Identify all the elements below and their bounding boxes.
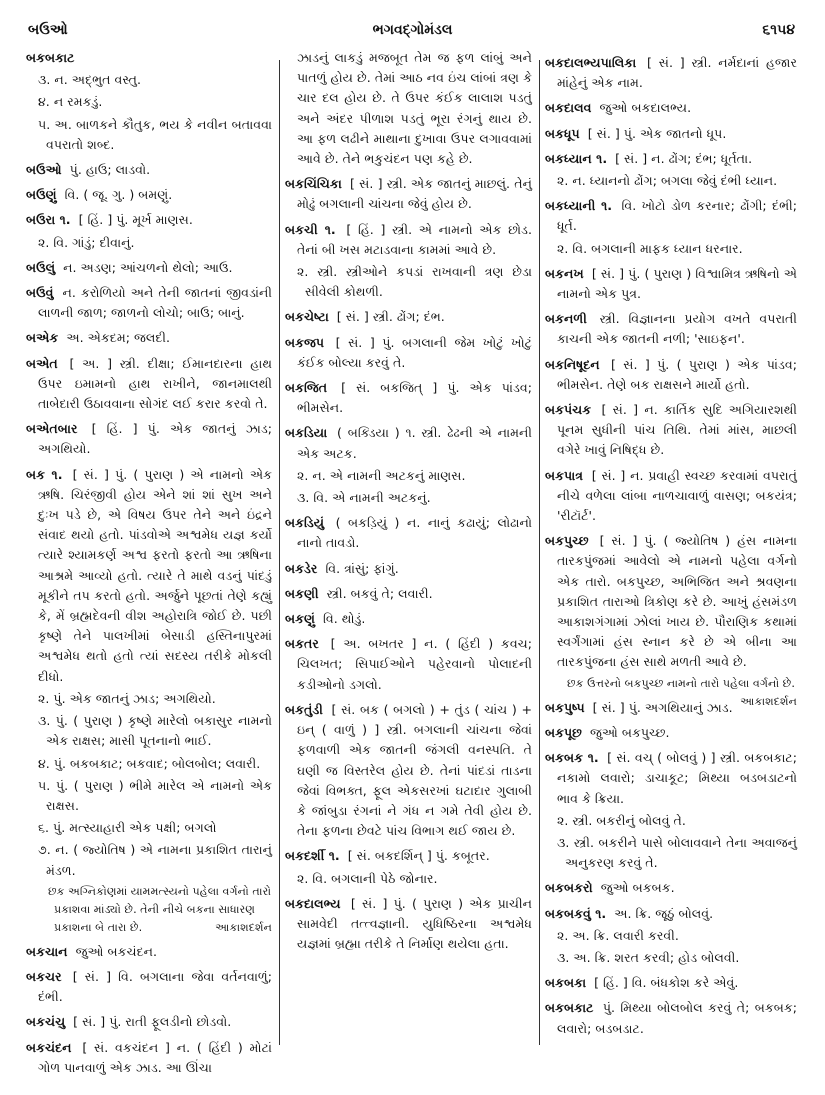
headword: બકણું: [285, 611, 315, 627]
citation-quote: [26, 883, 272, 937]
dictionary-entry: [545, 124, 797, 144]
definition: [ સં. ] ન. કાર્તિક સુદિ અગિયારશથી પૂનમ સુધીની પાંચ તિથિ. તેમાં માંસ, માછલી વગેરે ખાવું નિષિદ્ધ છે.: [557, 402, 797, 458]
entry-sense: ૩. ન. અદ્ભુત વસ્તુ.: [38, 72, 141, 88]
definition: [ અ. બખતર ] ન. ( હિંદી ) કવચ; ચિલખત; સિપાઈઓને પહેરવાનો પોલાદની કડીઓનો ડગલો.: [297, 636, 532, 692]
definition: [ હિં. ] સ્ત્રી. એ નામનો એક છોડ. તેનાં બી ખસ મટાડવાના કામમાં આવે છે.: [297, 221, 532, 257]
dictionary-entry: [285, 894, 532, 955]
headword: બકચેષ્ટા: [285, 309, 329, 325]
definition: અ. એકદમ; જલદી.: [66, 330, 171, 346]
entry-sense: ૨. વિ. બગલાની પેઠે જોનાર.: [297, 870, 438, 886]
definition: ( બક્ડિયા ) ૧. સ્ત્રી. ઢેઢની એ નામની એક અટક.: [297, 425, 532, 461]
dictionary-entry: [545, 998, 797, 1038]
dictionary-entry: [545, 904, 797, 924]
headword: બકપૂછ: [545, 724, 582, 740]
headword: બકધ્યાન ૧.: [545, 150, 608, 166]
dictionary-entry: [545, 149, 797, 169]
dictionary-entry: [285, 559, 532, 579]
dictionary-entry: [26, 465, 272, 687]
dictionary-entry: [285, 634, 532, 695]
definition: [ હિં. ] પું. એક જાતનું ઝાડ; અગથિયો.: [38, 421, 272, 457]
dictionary-entry: [285, 700, 532, 841]
definition: જુઓ બકપુચ્છ.: [589, 724, 670, 740]
headword: બકડિયા: [285, 425, 328, 441]
entry-sense: ૩. સ્ત્રી. બકરીને પાસે બોલાવવાને તેના અવાજનું અનુકરણ કરવું તે.: [557, 834, 797, 871]
headword: બકડેર: [285, 560, 318, 576]
definition: [ સં. ] ન. ઢોંગ; દંભ; ધૂર્તતા.: [615, 150, 753, 166]
definition: અ. ક્રિ. જૂઠું બોલવું.: [614, 905, 714, 921]
entry-sense: ૪. ન રમકડું.: [38, 94, 103, 110]
headword: બકદાલભ્ય: [285, 895, 341, 911]
dictionary-entry: [545, 748, 797, 809]
headword: બઉવું: [26, 285, 54, 301]
headword: બઉલું: [26, 259, 56, 275]
dictionary-entry: [545, 53, 797, 93]
dictionary-entry: [285, 584, 532, 604]
definition: વિ. ( જૂ. ગુ. ) બમણું.: [64, 187, 173, 203]
entry-continuation: ઝાડનું લાકડું મજબૂત તેમ જ ફળ લાંબું અને પાતળું હોય છે. તેમાં આઠ નવ ઇંચ લાંબાં ત્રણ કે ચાર દલ હોય છે. તે ઉપર કંઈક લાલાશ પડતું અને અંદર પીળાશ પડતું ભૂરા રંગનું થાય છે. આ ફળ લઢીને માથાના દુખાવા ઉપર લગાવવામાં આવે છે. તેને ભકુચંદન પણ કહે છે.: [297, 50, 532, 167]
definition: વિ. ત્રાંસું; ફાંગું.: [325, 560, 399, 576]
dictionary-entry: [545, 309, 797, 349]
running-headword: બકબકાટ: [26, 50, 75, 65]
entry-sense: ૨. સ્ત્રી. સ્ત્રીઓને કપડાં રાખવાની ત્રણ છેડા સીવેલી કોથળી.: [297, 264, 532, 300]
page-number: ૬૧૫૪: [762, 22, 795, 38]
dictionary-entry: [26, 328, 272, 348]
column-1: [26, 48, 272, 1078]
headword: બકતુંડી: [285, 701, 323, 717]
dictionary-entry: [285, 333, 532, 373]
dictionary-entry: [545, 196, 797, 236]
headword: બકબકાટ: [545, 1000, 594, 1016]
dictionary-entry: [26, 1038, 272, 1078]
headword: બકપંચક: [545, 402, 592, 418]
entry-sense: ૨. વિ. ગાંડું; દીવાનું.: [38, 234, 135, 250]
entry-sense: ૨. સ્ત્રી. બકરીનું બોલવું તે.: [557, 812, 686, 828]
headword: બકદર્શી ૧.: [285, 848, 340, 864]
definition: [ સં. ] પું. ( પુરાણ ) એક પાંડવ; ભીમસેન. તેણે બક રાક્ષસને માર્યો હતો.: [557, 356, 797, 392]
definition: [ સં. વકચંદન ] ન. ( હિંદી ) મોટાં ગોળ પાનવાળું એક ઝાડ. આ ઊંચા: [38, 1039, 272, 1075]
headword: બકધ્યાની ૧.: [545, 198, 613, 214]
definition: [ સં. ] પું. રાતી ફૂલડીનો છોડવો.: [73, 1014, 232, 1030]
dictionary-entry: [26, 354, 272, 415]
dictionary-entry: [285, 378, 532, 418]
definition: [ સં. ] ન. પ્રવાહી સ્વચ્છ કરવામાં વપરાતું નીચે વળેલા લાંબા નાળચાવાળું વાસણ; બકયંત્ર; 'રીટૉર્ટ'.: [557, 467, 797, 524]
definition: ( બકડ઼િયું ) ન. નાનું કઢાયું; લોઢાનો નાનો તાવડો.: [297, 515, 532, 551]
dictionary-entry: [545, 466, 797, 527]
citation-text: છક અગ્નિકોણમાં યામમત્સ્યનો પહેલા વર્ગનો તારો પ્રકાશવા માંડ્યો છે. તેની નીચે બકના સાધારણ પ્રકાશના બે તારા છે.: [48, 884, 272, 934]
dictionary-entry: [26, 419, 272, 459]
entry-sense: ૨. ન. એ નામની અટકનું માણસ.: [297, 467, 466, 483]
headword: બકતર: [285, 636, 319, 652]
column-divider: [539, 60, 540, 1045]
column-3: [545, 48, 797, 1039]
citation-source: આકાશદર્શન: [215, 920, 272, 934]
dictionary-entry: [26, 160, 272, 180]
headword: બકદાલવ: [545, 100, 592, 116]
headword: બકચાન: [26, 943, 68, 959]
book-title: ભગવદ્ગોમંડલ: [372, 22, 453, 38]
dictionary-entry: [545, 531, 797, 672]
headword: બકચર: [26, 968, 62, 984]
dictionary-entry: [285, 174, 532, 214]
definition: વિ. ખોટો ડોળ કરનાર; ઢોંગી; દંભી; ધૂર્ત.: [557, 198, 798, 234]
definition: ન. કરોળિયો અને તેની જાતનાં જીવડાંની લાળની જાળ; જાળનો લોચો; બાઉ; બાનું.: [38, 285, 272, 321]
headword: બકજિત: [285, 380, 328, 396]
dictionary-entry: [26, 210, 272, 230]
dictionary-entry: [26, 967, 272, 1007]
headword: બકનળી: [545, 311, 587, 327]
dictionary-entry: [26, 185, 272, 205]
headword: બકનિષૂદન: [545, 356, 600, 372]
definition: [ સં. ] પું. ( પુરાણ ) વિશ્વામિત્ર ઋષિનો એ નામનો એક પુત્ર.: [557, 265, 797, 302]
entry-sense: ૭. ન. ( જ્યોતિષ ) એ નામના પ્રકાશિત તારાનું મંડળ.: [38, 842, 272, 878]
dictionary-entry: [26, 283, 272, 323]
dictionary-entry: [285, 307, 532, 327]
entry-sense: ૨. અ. ક્રિ. લવારી કરવી.: [557, 927, 679, 943]
entry-sense: ૫. પું. ( પુરાણ ) ભીમે મારેલ એ નામનો એક રાક્ષસ.: [38, 777, 272, 813]
headword: બએક: [26, 330, 59, 346]
running-head-left: બઉઓ: [28, 22, 68, 38]
headword: બએત: [26, 355, 58, 371]
headword: બકણી: [285, 585, 319, 601]
headword: બકજપ: [285, 334, 325, 350]
entry-sense: ૫. અ. બાળકને કૌતુક, ભય કે નવીન બતાવવા વપરાતો શબ્દ.: [38, 116, 272, 152]
entry-sense: ૩. પું. ( પુરાણ ) કૃષ્ણે મારેલો બકાસુર નામનો એક રાક્ષસ; માસી પૂતનાનો ભાઈ.: [38, 713, 272, 749]
entry-sense: ૬. પું. મત્સ્યાહારી એક પક્ષી; બગલો: [38, 820, 217, 836]
definition: [ સં. ] પું. ( પુરાણ ) એ નામનો એક ઋષિ. ચિરંજીવી હોય એને શાં શાં સુખ અને દુઃખ પડે છે, એ વિષય ઉપર તેને અને ઇંદ્રને સંવાદ થયો હતો. પાંડવોએ અશ્વમેધ યજ્ઞ કર્યો ત્યારે શ્યામકર્ણ અશ્વ ફરતો ફરતો આ ઋષિના આશ્રમે આવ્યો હતો. ત્યારે તે માથે વડનું પાંદડું મૂકીને તપ કરતો હતો. અર્જુને પૂછતાં તેણે કહ્યું કે, મેં બ્રહ્મદેવની વીશ અહોરાત્રિ જોઈ છે. પછી કૃષ્ણે તેને પાલખીમાં બેસાડી હસ્તિનાપુરમાં અશ્વમેધ થતો હતો ત્યાં સદસ્ય તરીકે મોકલી દીધો.: [38, 466, 272, 684]
dictionary-entry: [285, 609, 532, 629]
definition: વિ. થોડું.: [323, 611, 366, 627]
definition: [ સં. બકજિત્ ] પું. એક પાંડવ; ભીમસેન.: [297, 380, 532, 416]
definition: [ સં. ] વિ. બગલાના જેવા વર્તનવાળું; દંભી.: [38, 968, 272, 1005]
headword: બઉઓ: [26, 162, 62, 178]
definition: [ સં. ] પું. બગલાની જેમ ખોટું ખોટું કંઈક બોલ્યા કરવું તે.: [297, 334, 532, 370]
entry-sense: ૩. વિ. એ નામની અટકનું.: [297, 490, 431, 506]
definition: જુઓ બકચંદન.: [75, 943, 158, 959]
dictionary-entry: [285, 513, 532, 553]
dictionary-entry: [545, 98, 797, 118]
headword: બઉણું: [26, 187, 57, 203]
definition: [ સં. ] સ્ત્રી. એક જાતનું માછલું. તેનું મોઢું બગલાની ચાંચના જેવું હોય છે.: [297, 176, 532, 212]
citation-text: છક ઉત્તરનો બકપુચ્છ નામનો તારો પહેલા વર્ગનો છે.: [567, 676, 795, 690]
dictionary-entry: [26, 258, 272, 278]
headword: બકચી ૧.: [285, 221, 336, 237]
citation-source: આકાશદર્શન: [740, 694, 797, 708]
dictionary-entry: [26, 942, 272, 962]
headword: બકનખ: [545, 265, 584, 281]
column-2: [285, 48, 532, 954]
headword: બકચંચુ: [26, 1014, 66, 1030]
definition: [ હિં. ] પું. મૂર્ખ માણસ.: [78, 212, 193, 228]
dictionary-entry: [26, 1012, 272, 1032]
definition: [ સં. ] પું. અગથિયાનું ઝાડ.: [592, 699, 733, 715]
entry-sense: ૨. વિ. બગલાની માફક ધ્યાન ધરનાર.: [557, 240, 743, 256]
dictionary-entry: [285, 423, 532, 463]
definition: [ સં. બકદર્શિન્ ] પું. કબૂતર.: [347, 848, 490, 864]
entry-sense: ૩. અ. ક્રિ. શરત કરવી; હોડ બોલવી.: [557, 949, 740, 965]
dictionary-entry: [545, 723, 797, 743]
headword: બકપુષ્પ: [545, 699, 585, 715]
headword: બઉરા ૧.: [26, 212, 71, 228]
headword: બકડિયું: [285, 515, 325, 531]
dictionary-entry: [545, 264, 797, 304]
headword: બકદાલભ્યપાલિકા: [545, 55, 637, 70]
dictionary-entry: [285, 846, 532, 866]
definition: [ સં. બક ( બગલો ) + તુંડ ( ચાંચ ) + ઇન્ ( વાળું ) ] સ્ત્રી. બગલાની ચાંચના જેવાં ફળવાળી એક જાતની જંગલી વનસ્પતિ. તે ઘણી જ વિસ્તરેલ હોય છે. તેનાં પાંદડાં તાડના જેવાં વિભક્ત, ફૂલ એકસરખાં ઘટાદાર ગુલાબી કે જાંબુડા રંગનાં ને ગંધ ન ગમે તેવી હોય છે. તેના ફળના છેવટે પાંચ વિભાગ થઈ જાય છે.: [297, 701, 532, 839]
headword: બકપાત્ર: [545, 467, 584, 483]
entry-sense: ૨. પું. એક જાતનું ઝાડ; અગથિયો.: [38, 690, 216, 706]
definition: [ હિં. ] વિ. બંધકોશ કરે એવું.: [594, 975, 739, 991]
definition: જુઓ બકદાલભ્ય.: [599, 100, 692, 116]
headword: બકબકવું ૧.: [545, 905, 607, 921]
definition: પું. મિથ્યા બોલબોલ કરવું તે; બકબક; લવારો; બડબડાટ.: [557, 1000, 797, 1036]
definition: [ સં. ] સ્ત્રી. ઢોંગ; દંભ.: [336, 309, 445, 325]
definition: [ સં. વચ્ ( બોલવું ) ] સ્ત્રી. બકબકાટ; નકામો લવારો; ડાચાકૂટ; મિથ્યા બડબડાટનો ભાવ કે ક્રિયા.: [557, 750, 797, 806]
definition: પું. હાઉ; લાડવો.: [69, 162, 151, 178]
dictionary-entry: [545, 355, 797, 395]
entry-sense: ૨. ન. ધ્યાનનો ઢોંગ; બગલા જેવું દંભી ધ્યાન.: [557, 173, 778, 189]
headword: બકબકરો: [545, 880, 593, 896]
headword: બકધૂપ: [545, 125, 580, 141]
headword: બકચિંચિકા: [285, 176, 342, 192]
headword: બક ૧.: [26, 466, 63, 482]
dictionary-entry: [285, 220, 532, 260]
definition: જુઓ બકબક.: [600, 880, 675, 896]
headword: બકબક ૧.: [545, 750, 599, 766]
definition: સ્ત્રી. બકવું તે; લવારી.: [326, 585, 433, 601]
column-divider: [279, 60, 280, 1045]
dictionary-entry: [545, 878, 797, 898]
definition: [ સં. ] પું. ( જ્યોતિષ ) હંસ નામના તારકપુંજમાં આવેલો એ નામનો પહેલા વર્ગનો એક તારો. બકપુચ્છ, અભિજિત અને શ્રવણના પ્રકાશિત તારાઓ ત્રિકોણ કરે છે. આખું હંસમંડળ આકાશગંગામાં ઝોલાં ખાય છે. પૌરાણિક કથામાં સ્વર્ગંગામાં હંસ સ્નાન કરે છે એ બીના આ તારકપુંજના હંસ સાથે મળતી આવે છે.: [557, 533, 797, 670]
definition: [ સં. ] પું. ( પુરાણ ) એક પ્રાચીન સામવેદી તત્ત્વજ્ઞાની. યુધિષ્ઠિરના અશ્વમેધ યજ્ઞમાં બ્રહ્મા તરીકે તે નિર્માણ થયેલા હતા.: [297, 895, 532, 952]
definition: ન. અડણ; આંચળનો થેલો; આઉ.: [63, 259, 233, 275]
headword: બએતબાર: [26, 421, 78, 437]
headword: બકચંદન: [26, 1039, 72, 1055]
definition: [ સં. ] સ્ત્રી. નર્મદાનાં હજાર માંહેનું એક નામ.: [557, 55, 797, 91]
definition: [ અ. ] સ્ત્રી. દીક્ષા; ઈમાનદારના હાથ ઉપર ઇમામનો હાથ રાખીને, જાનમાલથી તાબેદારી ઉઠાવવાના સોગંદ લઈ કરાર કરવો તે.: [38, 355, 272, 412]
definition: સ્ત્રી. વિજ્ઞાનના પ્રયોગ વખતે વપરાતી કાચની એક જાતની નળી; 'સાઇફન'.: [557, 311, 797, 347]
dictionary-entry: [545, 400, 797, 461]
headword: બકપુચ્છ: [545, 533, 589, 549]
entry-sense: ૪. પું. બકબકાટ; બકવાદ; બોલબોલ; લવારી.: [38, 755, 261, 771]
definition: [ સં. ] પું. એક જાતનો ધૂપ.: [587, 125, 727, 141]
headword: બકબકા: [545, 975, 587, 991]
dictionary-entry: [545, 973, 797, 993]
